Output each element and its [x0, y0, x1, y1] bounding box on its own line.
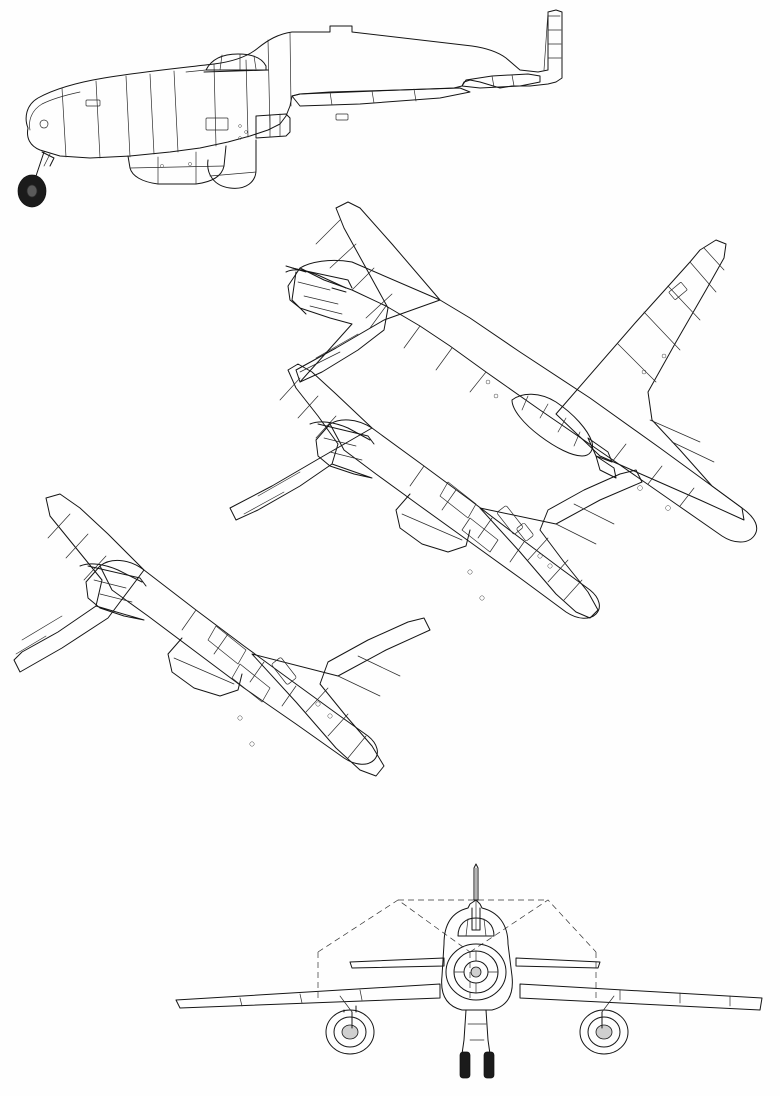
plan-view-from-below-alternate	[14, 494, 430, 776]
side-view-profile-left	[18, 10, 562, 207]
plan-view-from-above	[286, 202, 757, 542]
plan-view-from-below	[230, 364, 642, 618]
front-elevation	[176, 864, 762, 1078]
